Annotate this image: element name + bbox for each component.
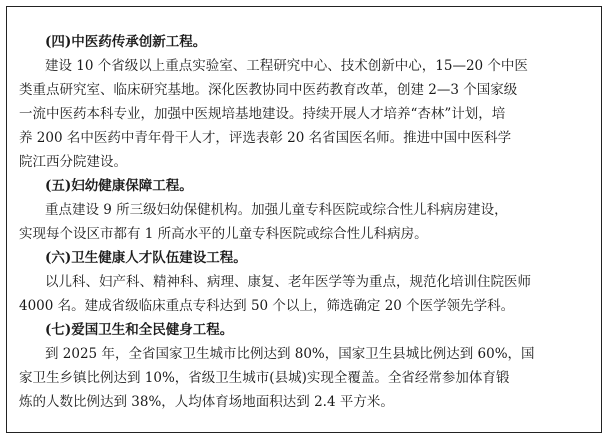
paragraph-line: 到 2025 年，全省国家卫生城市比例达到 80%，国家卫生县城比例达到 60%，国 [45,346,535,362]
paragraph-line: 以儿科、妇产科、精神科、病理、康复、老年医学等为重点，规范化培训住院医师 [45,274,531,290]
paragraph-line: 一流中医药本科专业，加强中医规培基地建设。持续开展人才培养“杏林”计划，培 [19,106,506,122]
section-heading-tcm: (四)中医药传承创新工程。 [45,34,207,50]
paragraph-line: 类重点研究室、临床研究基地。深化医教协同中医药教育改革，创建 2—3 个国家级 [19,82,518,98]
section-heading-patriotic-health: (七)爱国卫生和全民健身工程。 [45,322,234,338]
paragraph-line: 建设 10 个省级以上重点实验室、工程研究中心、技术创新中心，15—20 个中医 [45,58,528,74]
section-heading-talent: (六)卫生健康人才队伍建设工程。 [45,250,247,266]
paragraph-line: 重点建设 9 所三级妇幼保健机构。加强儿童专科医院或综合性儿科病房建设， [45,202,508,218]
section-heading-maternal-child: (五)妇幼健康保障工程。 [45,178,193,194]
paragraph-line: 实现每个设区市都有 1 所高水平的儿童专科医院或综合性儿科病房。 [19,226,428,242]
paragraph-line: 炼的人数比例达到 38%，人均体育场地面积达到 2.4 平方米。 [19,394,394,410]
paragraph-line: 院江西分院建设。 [19,154,127,170]
text-box [6,6,602,433]
paragraph-line: 家卫生乡镇比例达到 10%，省级卫生城市(县城)实现全覆盖。全省经常参加体育锻 [19,370,510,386]
paragraph-line: 4000 名。建成省级临床重点专科达到 50 个以上，筛选确定 20 个医学领先学科。 [19,298,515,314]
paragraph-line: 养 200 名中医药中青年骨干人才，评选表彰 20 名省国医名师。推进中国中医科学 [19,130,512,146]
